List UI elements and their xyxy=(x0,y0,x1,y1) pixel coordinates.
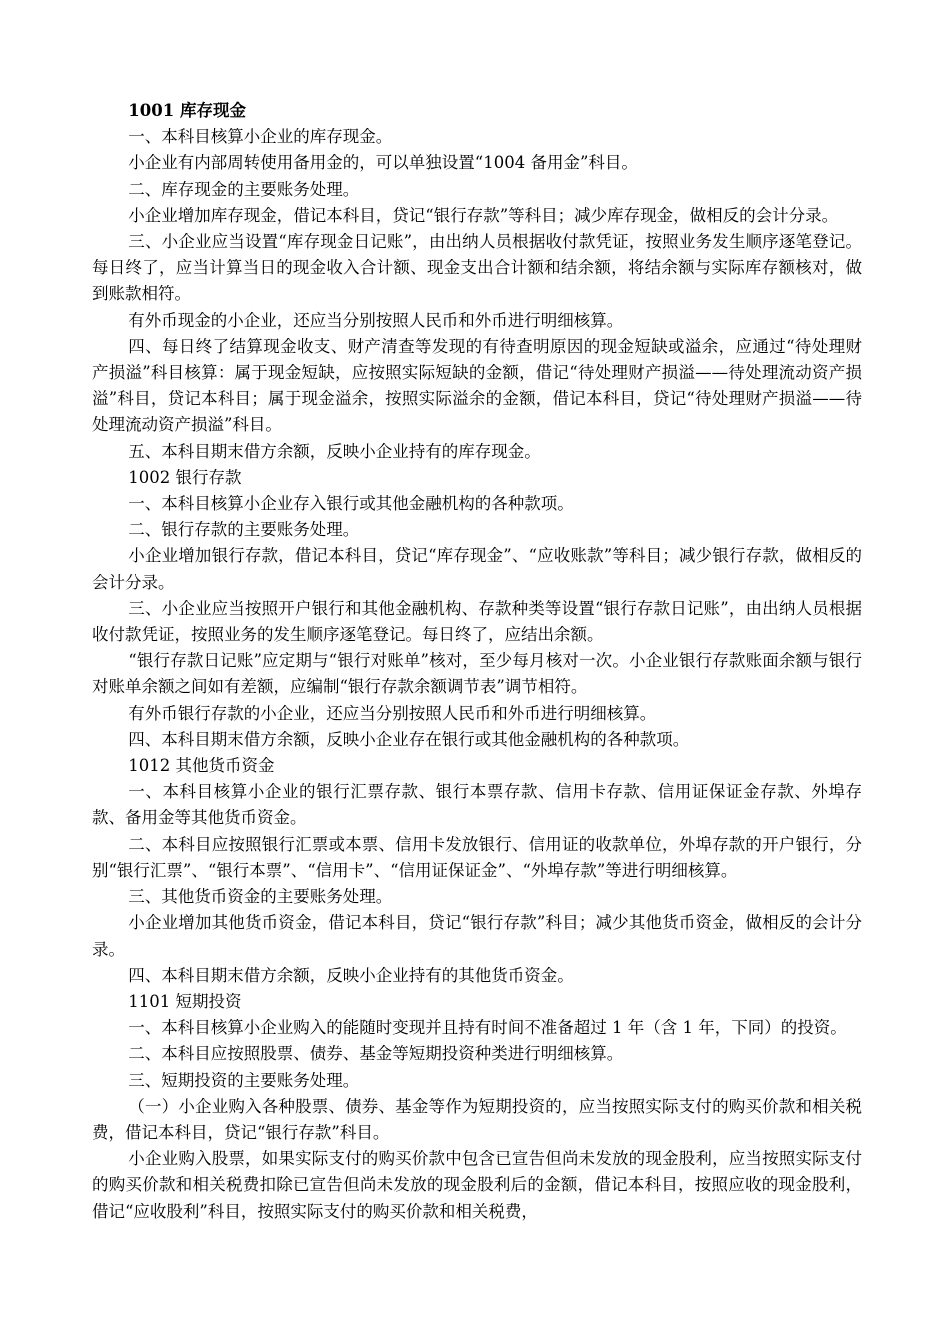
paragraph: 三、短期投资的主要账务处理。 xyxy=(128,1070,360,1090)
paragraph: 三、其他货币资金的主要账务处理。 xyxy=(128,887,393,907)
document-page xyxy=(92,98,862,1225)
paragraph: 二、本科目应按照股票、债券、基金等短期投资种类进行明细核算。 xyxy=(128,1044,624,1064)
paragraph: 小企业增加银行存款，借记本科目，贷记“库存现金”、“应收账款”等科目；减少银行存款，做相反的会计分录。 xyxy=(92,546,862,592)
paragraph: 一、本科目核算小企业的库存现金。 xyxy=(128,127,393,147)
paragraph: 小企业购入股票，如果实际支付的购买价款中包含已宣告但尚未发放的现金股利，应当按照实际支付的购买价款和相关税费扣除已宣告但尚未发放的现金股利后的金额，借记本科目，按照应收的现金股利，借记“应收股利”科目，按照实际支付的购买价款和相关税费， xyxy=(92,1149,862,1221)
paragraph: “银行存款日记账”应定期与“银行对账单”核对，至少每月核对一次。小企业银行存款账面余额与银行对账单余额之间如有差额，应编制“银行存款余额调节表”调节相符。 xyxy=(92,651,862,697)
paragraph: 有外币银行存款的小企业，还应当分别按照人民币和外币进行明细核算。 xyxy=(128,703,657,723)
paragraph: 三、小企业应当按照开户银行和其他金融机构、存款种类等设置“银行存款日记账”，由出纳人员根据收付款凭证，按照业务的发生顺序逐笔登记。每日终了，应结出余额。 xyxy=(92,598,862,645)
paragraph: 二、本科目应按照银行汇票或本票、信用卡发放银行、信用证的收款单位，外埠存款的开户银行，分别“银行汇票”、“银行本票”、“信用卡”、“信用证保证金”、“外埠存款”等进行明细核算。 xyxy=(92,834,862,880)
paragraph: 四、每日终了结算现金收支、财产清查等发现的有待查明原因的现金短缺或溢余，应通过“待处理财产损溢”科目核算：属于现金短缺，应按照实际短缺的金额，借记“待处理财产损溢——待处理流动资产损溢”科目，贷记本科目；属于现金溢余，按照实际溢余的金额，借记本科目，贷记“待处理财产损溢——待处理流动资产损溢”科目。 xyxy=(92,336,862,435)
paragraph: 一、本科目核算小企业存入银行或其他金融机构的各种款项。 xyxy=(128,494,574,514)
paragraph: 二、银行存款的主要账务处理。 xyxy=(128,520,360,540)
paragraph: 三、小企业应当设置“库存现金日记账”，由出纳人员根据收付款凭证，按照业务发生顺序逐笔登记。每日终了，应当计算当日的现金收入合计额、现金支出合计额和结余额，将结余额与实际库存额核对，做到账款相符。 xyxy=(92,232,862,304)
section-heading-1002: 1002 银行存款 xyxy=(128,467,242,487)
paragraph: 小企业增加其他货币资金，借记本科目，贷记“银行存款”科目；减少其他货币资金，做相反的会计分录。 xyxy=(92,913,862,959)
paragraph: 一、本科目核算小企业的银行汇票存款、银行本票存款、信用卡存款、信用证保证金存款、外埠存款、备用金等其他货币资金。 xyxy=(92,782,862,828)
paragraph: （一）小企业购入各种股票、债券、基金等作为短期投资的，应当按照实际支付的购买价款和相关税费，借记本科目，贷记“银行存款”科目。 xyxy=(92,1096,862,1142)
section-heading-1101: 1101 短期投资 xyxy=(128,991,242,1011)
paragraph: 一、本科目核算小企业购入的能随时变现并且持有时间不准备超过 1 年（含 1 年，下同）的投资。 xyxy=(128,1018,847,1038)
paragraph: 二、库存现金的主要账务处理。 xyxy=(128,179,360,199)
paragraph: 有外币现金的小企业，还应当分别按照人民币和外币进行明细核算。 xyxy=(128,310,624,330)
paragraph: 小企业有内部周转使用备用金的，可以单独设置“1004 备用金”科目。 xyxy=(128,153,638,173)
paragraph: 小企业增加库存现金，借记本科目，贷记“银行存款”等科目；减少库存现金，做相反的会计分录。 xyxy=(128,205,839,225)
paragraph: 四、本科目期末借方余额，反映小企业持有的其他货币资金。 xyxy=(128,965,574,985)
section-heading-1012: 1012 其他货币资金 xyxy=(128,756,275,776)
section-heading-1001: 1001 库存现金 xyxy=(128,101,246,120)
paragraph: 五、本科目期末借方余额，反映小企业持有的库存现金。 xyxy=(128,441,541,461)
paragraph: 四、本科目期末借方余额，反映小企业存在银行或其他金融机构的各种款项。 xyxy=(128,729,690,749)
